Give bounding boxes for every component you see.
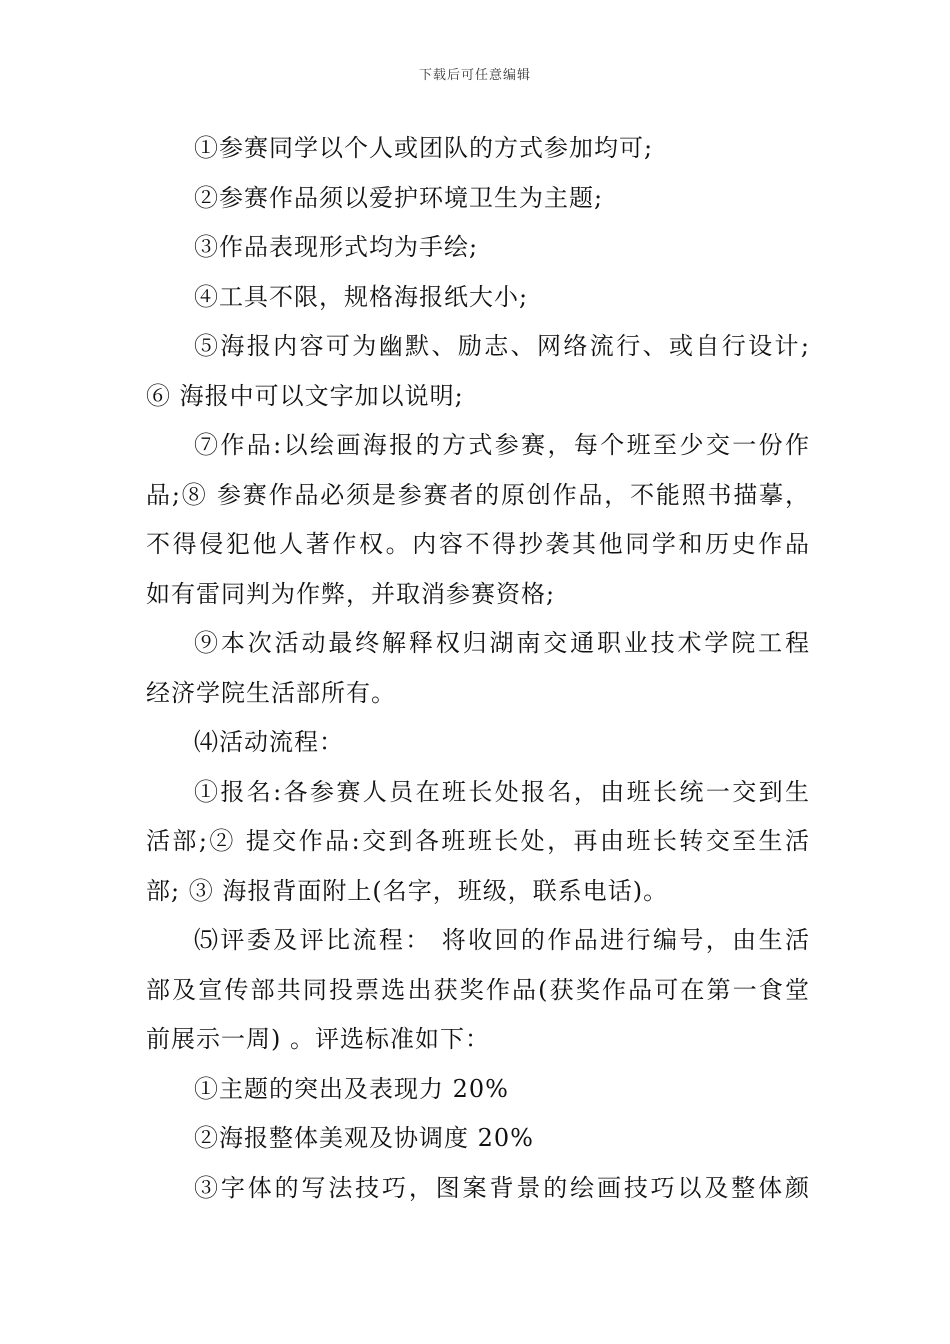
text-line: ④工具不限，规格海报纸大小; bbox=[194, 282, 529, 311]
text-line: 品;⑧ 参赛作品必须是参赛者的原创作品，不能照书描摹， bbox=[146, 480, 810, 509]
text-line: ⑤海报内容可为幽默、励志、网络流行、或自行设计; bbox=[194, 332, 810, 360]
text-line: 如有雷同判为作弊，并取消参赛资格; bbox=[146, 579, 556, 608]
text-line: 部; ③ 海报背面附上(名字，班级，联系电话)。 bbox=[146, 876, 669, 905]
text-line: 前展示一周) 。评选标准如下： bbox=[146, 1025, 490, 1053]
text-line: ⑨本次活动最终解释权归湖南交通职业技术学院工程 bbox=[194, 629, 810, 657]
text-line: 经济学院生活部所有。 bbox=[146, 678, 396, 707]
text-line: ①参赛同学以个人或团队的方式参加均可; bbox=[194, 134, 654, 162]
text-line: ①主题的突出及表现力 20% bbox=[194, 1074, 509, 1103]
text-line: ⑥ 海报中可以文字加以说明; bbox=[146, 381, 464, 410]
text-line: 活部;② 提交作品:交到各班班长处，再由班长转交至生活 bbox=[146, 827, 810, 855]
document-body bbox=[146, 124, 810, 1213]
text-line: ②海报整体美观及协调度 20% bbox=[194, 1124, 534, 1152]
text-line: ③作品表现形式均为手绘; bbox=[194, 233, 479, 261]
text-line: ③字体的写法技巧，图案背景的绘画技巧以及整体颜 bbox=[194, 1173, 810, 1202]
text-line: ⑸评委及评比流程： 将收回的作品进行编号，由生活 bbox=[194, 926, 810, 954]
text-line: 不得侵犯他人著作权。内容不得抄袭其他同学和历史作品 bbox=[146, 530, 810, 558]
text-line: ⑦作品:以绘画海报的方式参赛，每个班至少交一份作 bbox=[194, 431, 810, 459]
text-line: ⑷活动流程： bbox=[194, 728, 344, 756]
text-line: ②参赛作品须以爱护环境卫生为主题; bbox=[194, 183, 604, 212]
text-line: 部及宣传部共同投票选出获奖作品(获奖作品可在第一食堂 bbox=[146, 975, 810, 1004]
page-header: 下载后可任意编辑 bbox=[418, 68, 531, 83]
text-line: ①报名:各参赛人员在班长处报名，由班长统一交到生 bbox=[194, 777, 810, 806]
